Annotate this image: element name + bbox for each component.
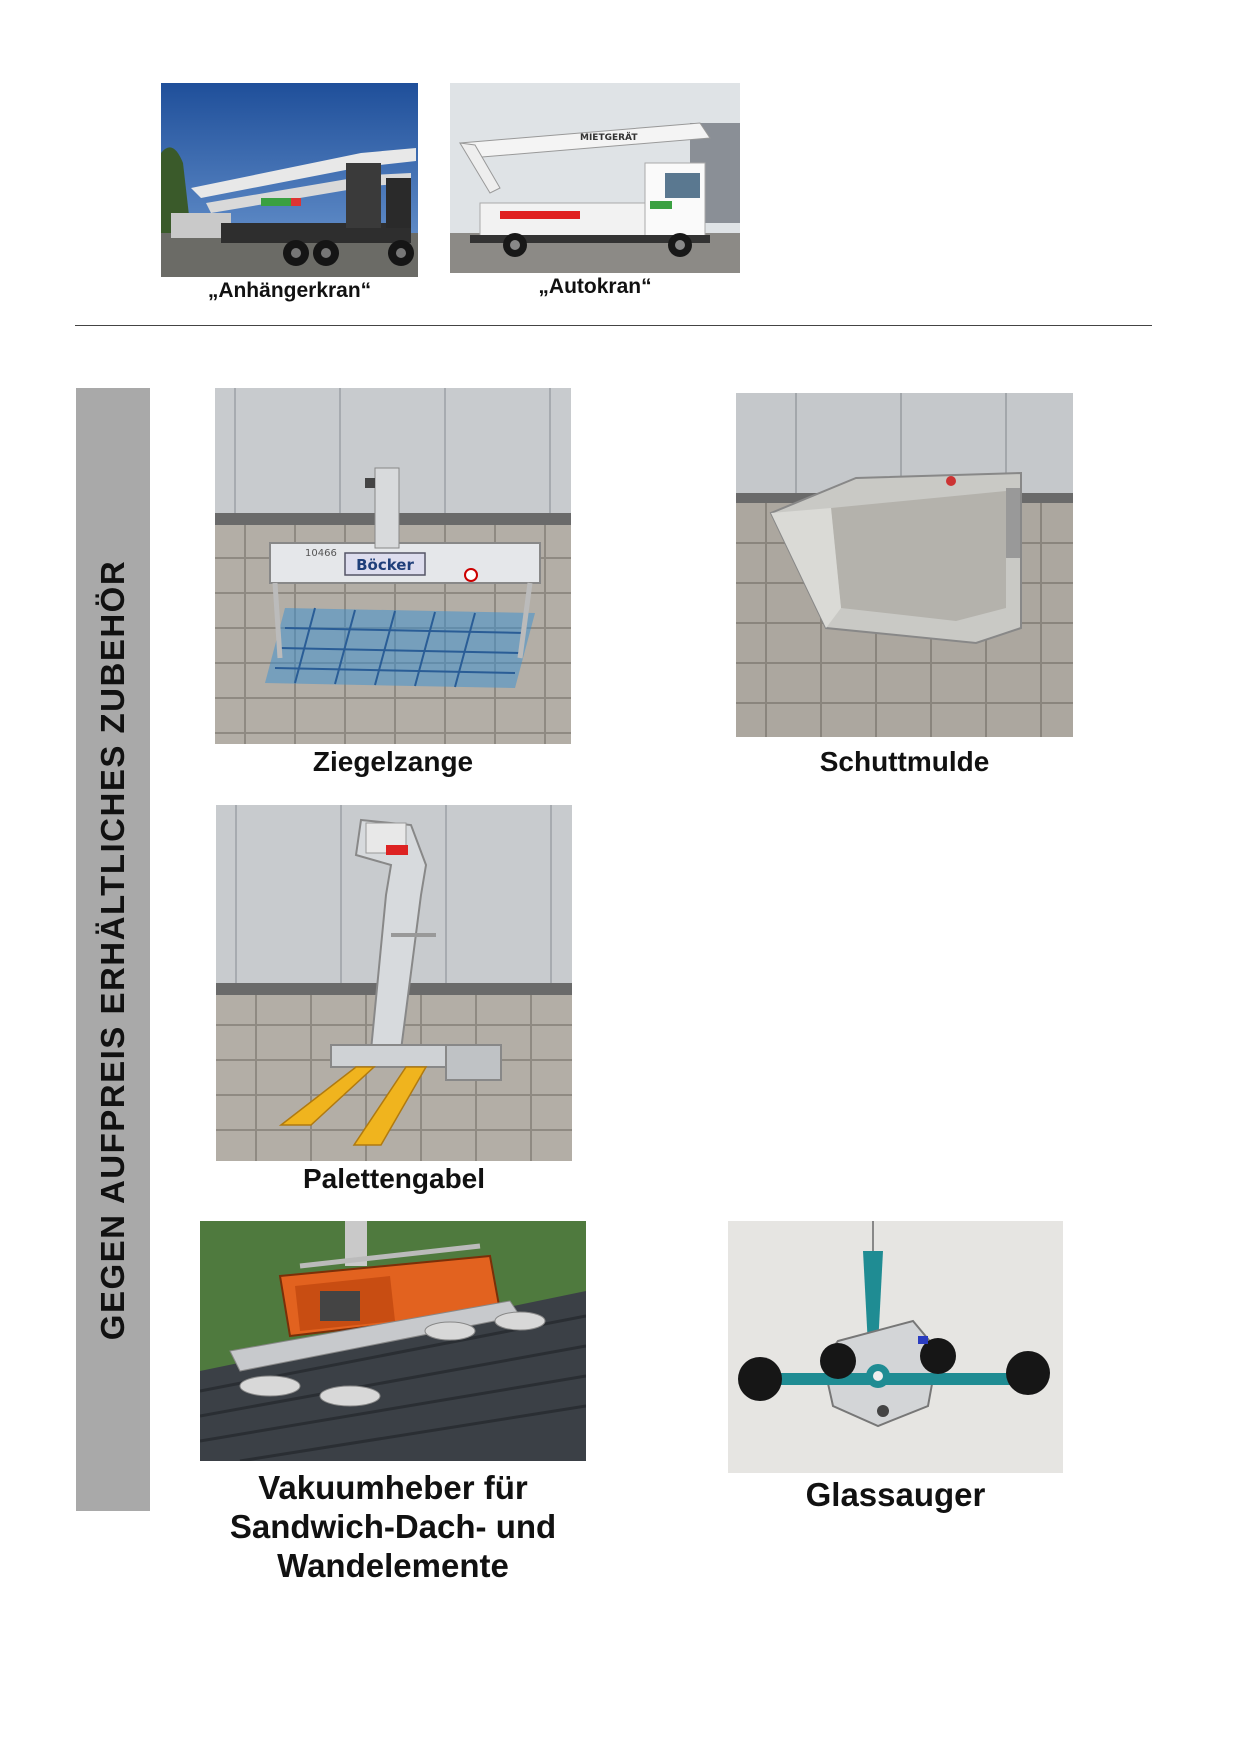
vakuumheber-caption-line-1: Vakuumheber für (258, 1469, 528, 1506)
anhaengerkran-photo (161, 83, 418, 277)
vakuumheber-caption (200, 1468, 586, 1585)
palettengabel-photo (216, 805, 572, 1161)
glassauger-photo (728, 1221, 1063, 1473)
vakuumheber-photo (200, 1221, 586, 1461)
sidebar-band (76, 388, 150, 1511)
sidebar-title: GEGEN AUFPREIS ERHÄLTLICHES ZUBEHÖR (94, 559, 131, 1340)
glassauger-caption: Glassauger (805, 1476, 986, 1513)
vakuumheber-caption-line-2: Sandwich-Dach- und (229, 1508, 557, 1545)
divider-line (75, 325, 1152, 326)
plate-number-text: 10466 (305, 548, 337, 559)
schuttmulde-caption: Schuttmulde (819, 746, 990, 777)
autokran-photo (450, 83, 740, 273)
anhaengerkran-caption: „Anhängerkran“ (207, 279, 372, 302)
truck-boom-text: MIETGERÄT (580, 133, 638, 143)
schuttmulde-photo (736, 393, 1073, 737)
ziegelzange-caption: Ziegelzange (312, 746, 474, 777)
boecker-logo-text: Böcker (356, 556, 414, 574)
ziegelzange-photo (215, 388, 571, 744)
autokran-caption: „Autokran“ (538, 275, 652, 298)
palettengabel-caption: Palettengabel (302, 1163, 486, 1194)
vakuumheber-caption-line-3: Wandelemente (277, 1547, 509, 1584)
